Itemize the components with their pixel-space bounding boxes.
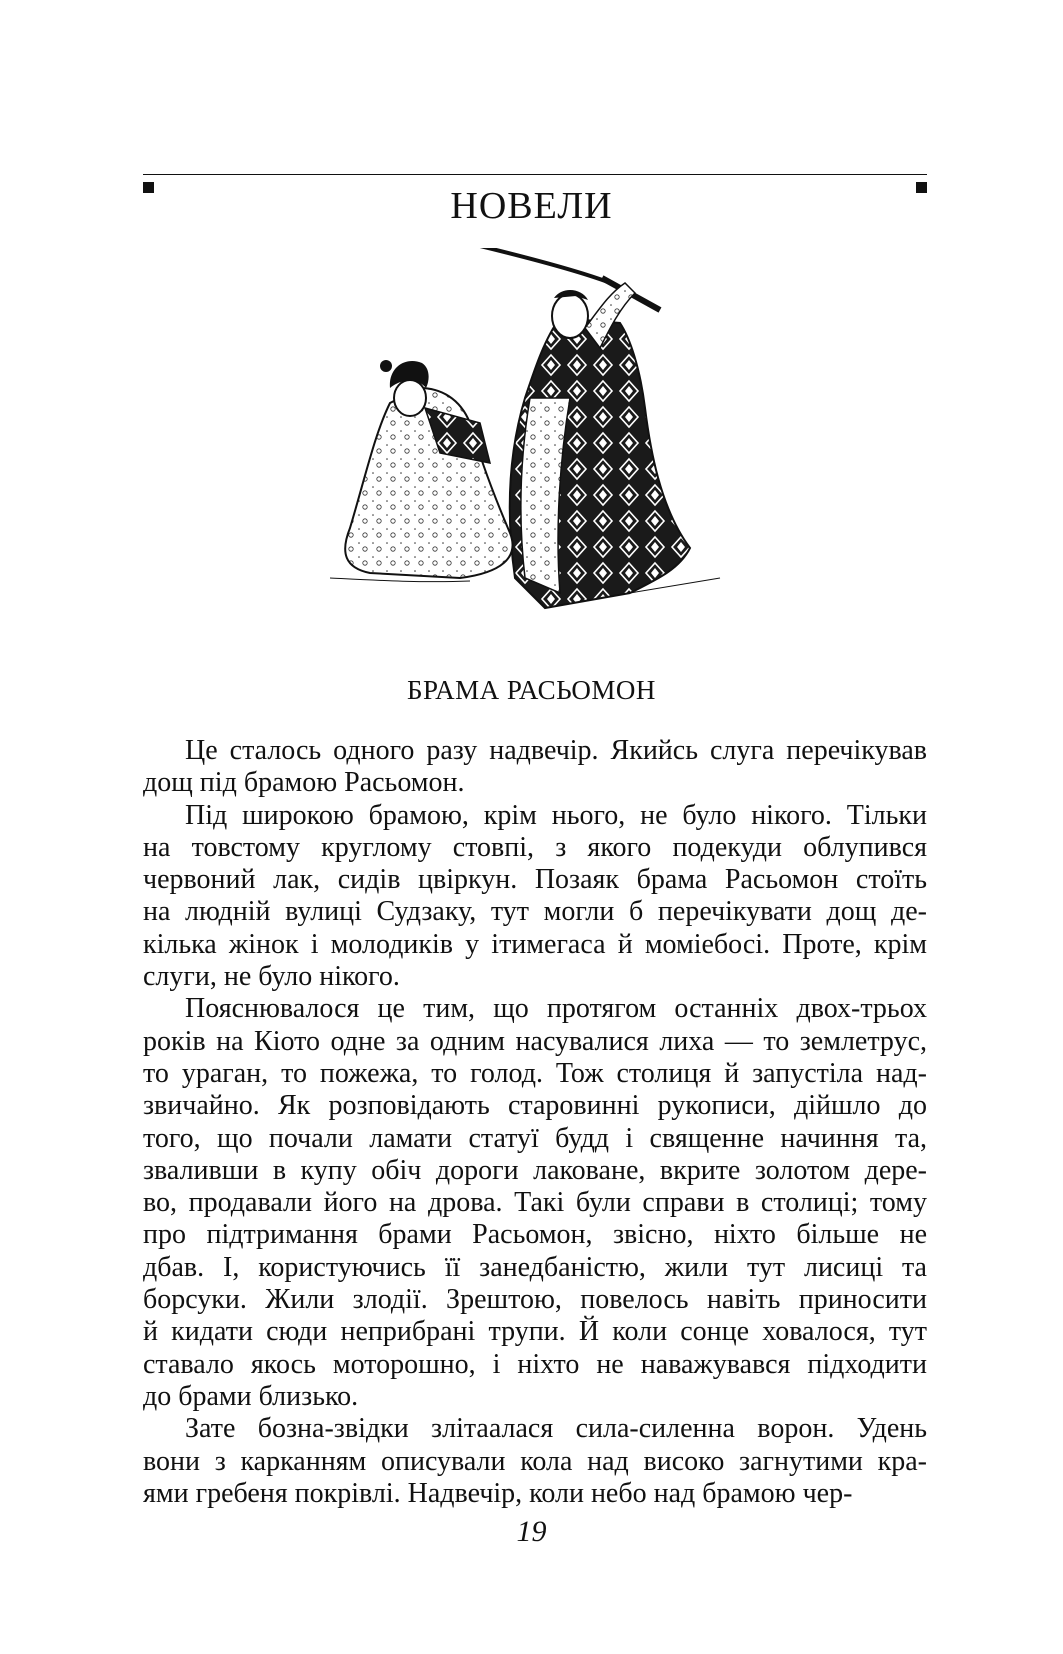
paragraph: [143, 1413, 927, 1510]
text-line: слуги, не було нікого.: [143, 961, 400, 993]
text-line: то ураган, то пожежа, то голод. Тож столиця й запустіла над-: [143, 1057, 927, 1089]
text-line: ями гребеня покрівлі. Надвечір, коли небо над брамою чер-: [143, 1477, 853, 1509]
story-text: [143, 735, 927, 1510]
text-line: на людній вулиці Судзаку, тут могли б перечікувати дощ де-: [143, 896, 927, 928]
story-title: БРАМА РАСЬОМОН: [407, 675, 656, 705]
text-line: кілька жінок і молодиків у ітимегаса й моміебосі. Проте, крім: [143, 928, 927, 960]
text-line: років на Кіото одне за одним насувалися лиха — то землетрус,: [143, 1025, 927, 1057]
text-line: до брами близько.: [143, 1380, 359, 1412]
text-line: зваливши в купу обіч дороги лаковане, вкрите золотом дере-: [143, 1154, 927, 1186]
paragraph: [143, 735, 927, 800]
text-line: Пояснювалося це тим, що протягом останніх двох-трьох: [185, 993, 927, 1025]
text-line: на товстому круглому стовпі, з якого подекуди облупився: [143, 831, 927, 863]
text-line: й кидати сюди неприбрані трупи. Й коли сонце ховалося, тут: [143, 1316, 927, 1348]
text-line: про підтримання брами Расьомон, звісно, ніхто більше не: [143, 1219, 927, 1251]
text-line: ставало якось моторошно, і ніхто не наважувався підходити: [143, 1348, 927, 1380]
text-line: борсуки. Жили злодії. Зрештою, повелось навіть приносити: [143, 1284, 927, 1316]
paragraph: [143, 800, 927, 994]
text-line: дощ під брамою Расьомон.: [143, 767, 465, 799]
text-line: во, продавали його на дрова. Такі були справи в столиці; тому: [143, 1187, 927, 1219]
paragraph: [143, 993, 927, 1413]
text-line: Це сталось одного разу надвечір. Якийсь слуга перечікував: [185, 735, 927, 766]
text-line: того, що почали ламати статуї будд і священне начиння та,: [143, 1122, 927, 1154]
top-rule: [143, 174, 927, 175]
samurai-with-sword-and-woman-illustration: [330, 248, 740, 638]
text-line: Під широкою брамою, крім нього, не було нікого. Тільки: [185, 799, 927, 831]
section-title: НОВЕЛИ: [450, 185, 613, 227]
text-line: червоний лак, сидів цвіркун. Позаяк брама Расьомон стоїть: [143, 864, 927, 896]
text-line: дбав. І, користуючись її занедбаністю, жили тут лисиці та: [143, 1251, 927, 1283]
text-line: звичайно. Як розповідають старовинні рукописи, дійшло до: [143, 1090, 927, 1122]
text-line: вони з карканням описували кола над високо загнутими кра-: [143, 1445, 927, 1477]
page-number: 19: [516, 1515, 547, 1548]
text-line: Зате бозна-звідки злітаалася сила-силенна ворон. Удень: [185, 1413, 927, 1445]
